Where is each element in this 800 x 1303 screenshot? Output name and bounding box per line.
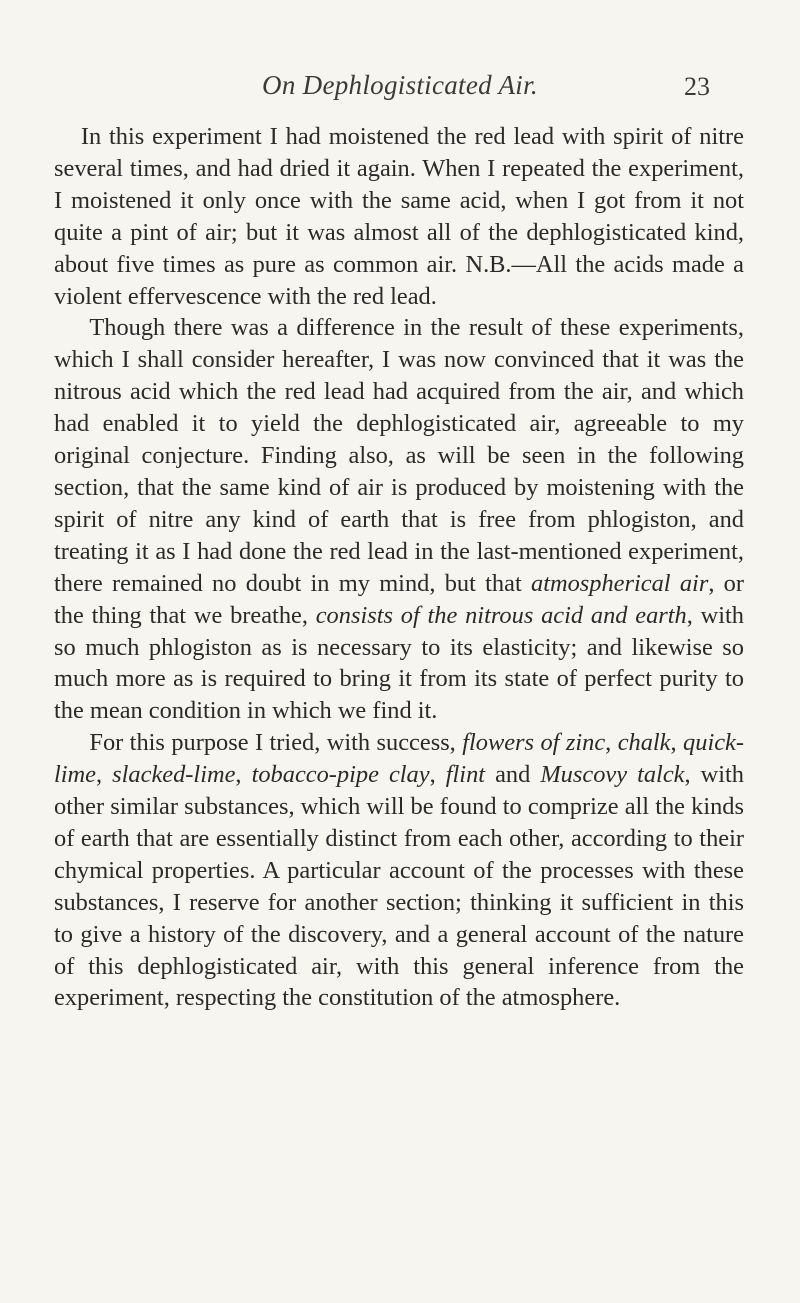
text-run: , with other similar substances, which will be found to comprize all the kinds of earth that are essentially distinct from each other, according to their chymical properties. A particular account of the processes with these substances, I reserve for another section; thinking it sufficient in this to give a history of the discovery, and a general account of the nature of this dephlogisticated air, with this general inference from the experiment, respecting the constitution of the atmosphere.	[54, 761, 744, 1012]
italic-term: chalk	[617, 729, 671, 757]
italic-term: atmospherical air	[531, 569, 709, 597]
paragraph-3	[54, 727, 744, 1014]
italic-term: flowers of zinc	[462, 729, 606, 757]
italic-term: tobacco-pipe clay	[251, 761, 430, 789]
italic-term: Muscovy talck	[540, 761, 685, 789]
running-head	[0, 70, 800, 110]
text-run: Though there was a difference in the result of these experiments, which I shall consider hereafter, I was now convinced that it was the nitrous acid which the red lead had acquired from the air, and which had enabled it to yield the dephlogisticated air, agreeable to my original conjecture. Finding also, as will be seen in the following section, that the same kind of air is produced by moistening with the spirit of nitre any kind of earth that is free from phlogiston, and treating it as I had done the red lead in the last-mentioned experiment, there remained no doubt in my mind, but that	[54, 314, 744, 597]
text-run: , with so much phlogiston as is necessary to its elasticity; and likewise so much more as is required to bring it from its state of perfect purity to the mean condition in which we find it.	[54, 601, 744, 725]
text-run: ,	[605, 729, 618, 757]
italic-term: quick-lime	[54, 729, 744, 789]
text-run: ,	[96, 761, 113, 789]
italic-term: consists of the nitrous acid and earth	[315, 601, 687, 629]
text-run: For this purpose I tried, with success,	[89, 729, 463, 757]
italic-term: flint	[445, 761, 486, 789]
text-run: , or the thing that we breathe,	[54, 569, 745, 629]
page-number: 23	[684, 72, 710, 101]
running-title: On Dephlogisticated Air.	[262, 70, 538, 100]
paragraph-1	[54, 121, 744, 312]
italic-term: slacked-lime	[112, 761, 236, 789]
text-run: ,	[429, 761, 446, 789]
text-run: ,	[670, 729, 684, 757]
text-run: and	[485, 761, 541, 789]
paragraph-2	[54, 312, 744, 727]
body-text	[54, 121, 744, 1014]
text-run: ,	[235, 761, 252, 789]
text-run: In this experiment I had moistened the red lead with spirit of nitre several times, and had dried it again. When I repeated the experiment, I moistened it only once with the same acid, when I got from it not quite a pint of air; but it was almost all of the dephlogisticated kind, about five times as pure as common air. N.B.—All the acids made a violent effervescence with the red lead.	[54, 123, 744, 310]
